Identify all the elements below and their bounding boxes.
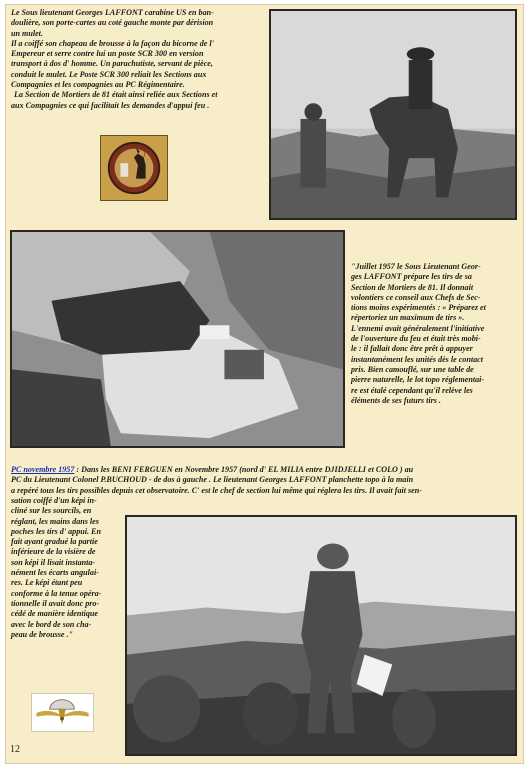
text-span: : Dans les BENI FERGUEN en Novembre 1957 (nord d' EL MILIA entre DJIDJELLI et COLO ) au	[74, 465, 414, 474]
text-line: Compagnies et les compagnies au PC Régimentaire.	[11, 80, 185, 90]
text-line: cliné sur les sourcils, en	[11, 506, 92, 516]
text-line: volontiers ce conseil aux Chefs de Sec-	[351, 292, 481, 302]
text-line: a repéré tous les tirs possibles depuis cet observatoire. C' est le chef de section lui même qui réglera les tirs. Il avait fait sen-	[11, 485, 422, 495]
text-line: "Juillet 1957 le Sous Lieutenant Geor-	[351, 262, 481, 271]
photo-preparing-fire	[10, 230, 345, 448]
text-line: avec le bord de son cha-	[11, 619, 92, 629]
text-line: nément les écarts angulai-	[11, 568, 99, 578]
text-line: éléments de ses futurs tirs .	[351, 395, 441, 405]
text-line: instantanément les unités dès le contact	[351, 354, 483, 364]
text-line: de l'ouverture du feu et était très mobi-	[351, 334, 481, 344]
photo-observation-post	[125, 515, 517, 756]
text-line: Section de Mortiers de 81. Il donnait	[351, 282, 474, 292]
text-line: L'ennemi avait généralement l'initiative	[351, 323, 485, 333]
text-line: Le Sous lieutenant Georges LAFFONT carabine US en ban-	[11, 8, 214, 17]
text-line: conforme à la tenue opéra-	[11, 588, 102, 598]
text-line: inférieure de la visière de	[11, 547, 96, 557]
text-line: transport à dos d' homme. Un parachutiste, servant de pièce,	[11, 59, 213, 69]
page-number: 12	[10, 744, 20, 755]
text-line: res. Le képi étant peu	[11, 578, 83, 588]
text-line: ges LAFFONT prépare les tirs de sa	[351, 272, 472, 282]
parachute-wings-icon	[31, 693, 94, 732]
text-line: poches les tirs d' appui. En	[11, 526, 101, 536]
text-line: sation coiffé d'un képi in-	[11, 496, 97, 505]
text-line: conduit le mulet. Le Poste SCR 300 reliait les Sections aux	[11, 69, 207, 79]
caption-kepi	[11, 496, 123, 640]
text-line: tionnelle il avait donc pro-	[11, 598, 100, 608]
pc-heading: PC novembre 1957	[11, 465, 75, 474]
caption-pc-november	[11, 465, 516, 496]
caption-mule	[11, 8, 269, 111]
text-line: La Section de Mortiers de 81 était ainsi reliée aux Sections et	[14, 90, 218, 100]
text-line: cédé de manière identique	[11, 609, 98, 619]
text-line: le : il fallait donc être prêt à appuyer	[351, 344, 473, 354]
caption-fire-prep	[351, 262, 518, 406]
text-line: réglant, les mains dans les	[11, 516, 99, 526]
text-line: son képi il lisait instanta-	[11, 557, 96, 567]
text-line	[11, 465, 516, 475]
text-line: peau de brousse ."	[11, 629, 74, 639]
text-line: doulière, son porte-cartes au coté gauche monte par dérision	[11, 18, 214, 28]
mule-insignia-icon	[100, 135, 168, 201]
text-line: pris. Bien camouflé, sur une table de	[351, 364, 474, 374]
text-line: re est étalé cependant qu'il relève les	[351, 385, 473, 395]
text-line: répertoriez un maximum de tirs ».	[351, 313, 465, 323]
text-line: Il a coiffé son chapeau de brousse à la façon du bicorne de l'	[11, 38, 214, 48]
photo-officer-on-mule	[269, 9, 517, 220]
text-line: un mulet.	[11, 28, 43, 38]
text-line: tions moins expérimentés : « Préparez et	[351, 303, 486, 313]
text-line: PC du Lieutenant Colonel P.BUCHOUD - de dos à gauche . Le lieutenant Georges LAFFONT planchette topo à la main	[11, 475, 414, 485]
text-line: fait ayant gradué la partie	[11, 537, 98, 547]
text-line: aux Compagnies ce qui facilitait les demandes d'appui feu .	[11, 100, 210, 110]
text-line: pierre naturelle, le lot topo réglementai-	[351, 375, 485, 385]
text-line: Empereur et serre contre lui un poste SCR 300 en version	[11, 49, 204, 59]
